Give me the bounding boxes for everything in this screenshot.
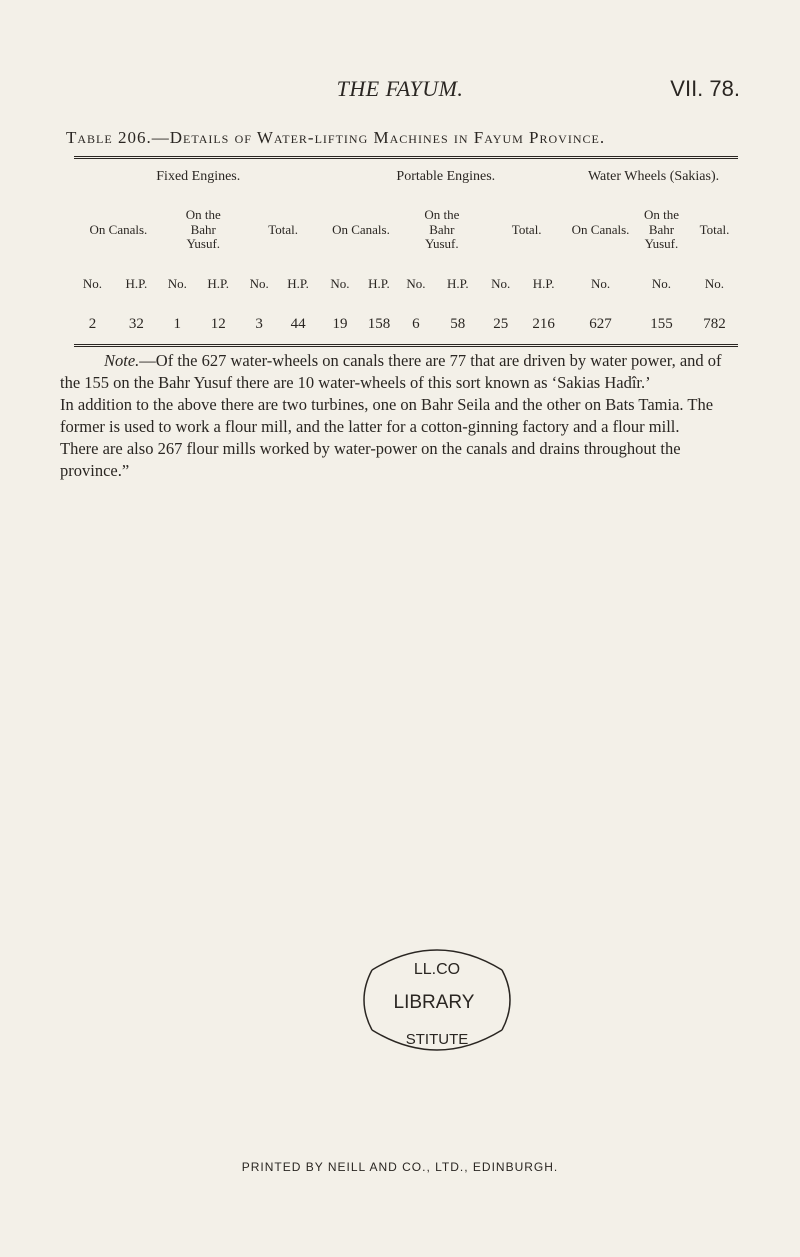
value-cell: 627 (570, 304, 632, 346)
value-cell: 158 (358, 304, 400, 346)
unit-cell: No. (75, 265, 111, 304)
unit-cell: No. (162, 265, 192, 304)
unit-cell: H.P. (432, 265, 484, 304)
unit-cell: No. (691, 265, 737, 304)
stamp-text-bottom: STITUTE (405, 1031, 469, 1048)
unit-cell: H.P. (192, 265, 244, 304)
note-label: Note. (104, 351, 140, 370)
unit-cell: H.P. (274, 265, 322, 304)
unit-cell: No. (570, 265, 632, 304)
table-title: Table 206.—Details of Water-lifting Machines in Fayum Province. (66, 128, 606, 147)
running-title: THE FAYUM. (336, 76, 464, 101)
unit-cell: No. (632, 265, 692, 304)
value-cell: 32 (110, 304, 162, 346)
printer-imprint: PRINTED BY NEILL AND CO., LTD., EDINBURGH. (241, 1160, 559, 1174)
value-cell: 19 (322, 304, 358, 346)
note-paragraph: In addition to the above there are two turbines, one on Bahr Seila and the other on Bats Tamia. The former is used to work a flour mill, and the latter for a cotton-ginning factory and a flour mill. (60, 395, 714, 436)
stamp-arc-left (364, 970, 372, 1030)
water-lifting-table (74, 156, 738, 347)
note-paragraph: Note.—Of the 627 water-wheels on canals there are 77 that are driven by water power, and of the 155 on the Bahr Yusuf there are 10 water-wheels of this sort known as ‘Sakias Hadîr.’ (60, 351, 722, 392)
sub-on-canals: On Canals. (322, 196, 400, 265)
group-portable-engines: Portable Engines. (322, 158, 570, 196)
note-paragraph: There are also 267 flour mills worked by water-power on the canals and drains throughout the province.” (60, 439, 681, 480)
value-cell: 44 (274, 304, 322, 346)
unit-cell: No. (484, 265, 518, 304)
sub-total: Total. (484, 196, 570, 265)
value-cell: 155 (632, 304, 692, 346)
value-cell: 6 (400, 304, 432, 346)
value-cell: 1 (162, 304, 192, 346)
sub-header-row (75, 196, 738, 265)
unit-cell: H.P. (518, 265, 570, 304)
sub-on-canals: On Canals. (75, 196, 163, 265)
page-reference: VII. 78. (670, 76, 740, 101)
stamp-arc-right (502, 970, 510, 1030)
unit-cell: No. (400, 265, 432, 304)
sub-on-bahr-yusuf: On the Bahr Yusuf. (400, 196, 484, 265)
unit-cell: H.P. (110, 265, 162, 304)
unit-cell: H.P. (358, 265, 400, 304)
stamp-text-top: LL.CO (413, 961, 461, 978)
value-cell: 12 (192, 304, 244, 346)
page-header (60, 76, 740, 106)
unit-row (75, 265, 738, 304)
sub-on-bahr-yusuf: On the Bahr Yusuf. (632, 196, 692, 265)
sub-on-canals: On Canals. (570, 196, 632, 265)
value-cell: 58 (432, 304, 484, 346)
sub-total: Total. (691, 196, 737, 265)
sub-total: Total. (244, 196, 322, 265)
value-cell: 25 (484, 304, 518, 346)
unit-cell: No. (322, 265, 358, 304)
stamp-text-middle: LIBRARY (393, 992, 475, 1013)
library-stamp (352, 940, 522, 1060)
value-cell: 216 (518, 304, 570, 346)
group-fixed-engines: Fixed Engines. (156, 169, 241, 184)
value-cell: 3 (244, 304, 274, 346)
values-row (75, 304, 738, 346)
group-water-wheels: Water Wheels (Sakias). (570, 158, 738, 196)
value-cell: 2 (75, 304, 111, 346)
group-header-row (75, 158, 738, 196)
value-cell: 782 (691, 304, 737, 346)
unit-cell: No. (244, 265, 274, 304)
note-block (60, 350, 740, 482)
sub-on-bahr-yusuf: On the Bahr Yusuf. (162, 196, 244, 265)
